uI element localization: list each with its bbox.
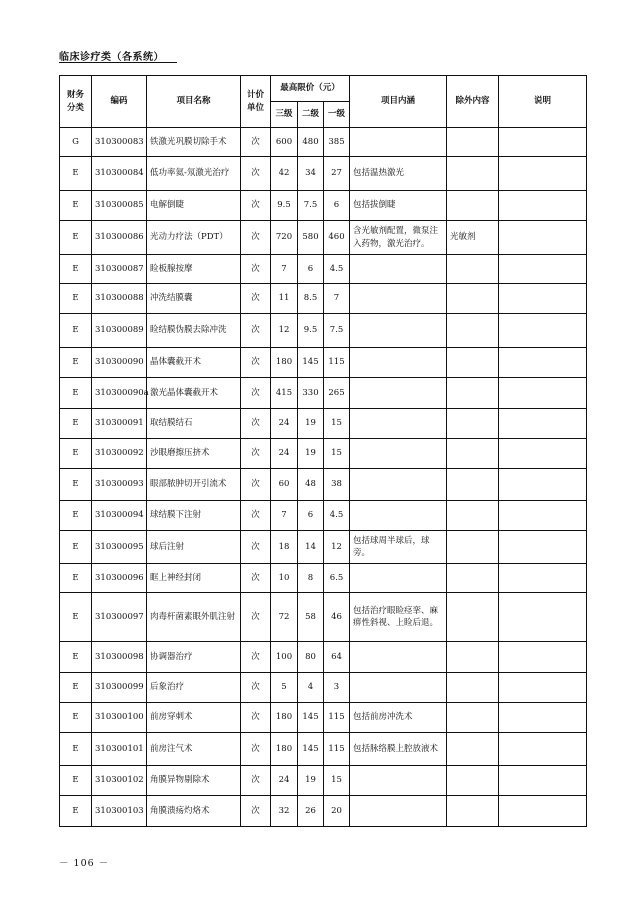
name-cell: 电解倒睫 [147,191,241,221]
notes-cell [499,593,587,642]
notes-cell [499,284,587,314]
category-cell: E [60,314,92,348]
price-level2-cell: 9.5 [298,314,324,348]
content-cell [350,378,447,409]
unit-cell: 次 [241,409,271,439]
code-cell: 310300084 [92,157,147,191]
price-level3-cell: 600 [271,128,298,157]
notes-cell [499,128,587,157]
notes-cell [499,348,587,378]
content-cell [350,673,447,703]
header-category: 财务分类 [60,76,92,128]
price-level2-cell: 58 [298,593,324,642]
unit-cell: 次 [241,531,271,564]
price-level2-cell: 26 [298,796,324,827]
category-cell: E [60,733,92,766]
price-level2-cell: 19 [298,439,324,469]
name-cell: 前房穿刺术 [147,703,241,733]
notes-cell [499,733,587,766]
name-cell: 球结膜下注射 [147,501,241,531]
content-cell: 包括前房冲洗术 [350,703,447,733]
content-cell [350,409,447,439]
excluded-cell [447,409,499,439]
unit-cell: 次 [241,501,271,531]
table-row [60,409,587,439]
content-cell [350,314,447,348]
header-level3: 三级 [271,102,298,128]
notes-cell [499,796,587,827]
price-level1-cell: 38 [324,469,350,501]
price-level1-cell: 15 [324,409,350,439]
name-cell: 睑结膜伪膜去除冲洗 [147,314,241,348]
name-cell: 沙眼磨擦压挤术 [147,439,241,469]
price-level2-cell: 19 [298,766,324,796]
excluded-cell [447,766,499,796]
category-cell: E [60,796,92,827]
table-row [60,378,587,409]
price-level3-cell: 180 [271,348,298,378]
excluded-cell: 光敏剂 [447,221,499,255]
notes-cell [499,221,587,255]
category-cell: E [60,348,92,378]
notes-cell [499,409,587,439]
category-cell: E [60,221,92,255]
price-level3-cell: 42 [271,157,298,191]
code-cell: 310300092 [92,439,147,469]
code-cell: 310300093 [92,469,147,501]
content-cell [350,796,447,827]
unit-cell: 次 [241,564,271,593]
notes-cell [499,157,587,191]
price-level2-cell: 145 [298,348,324,378]
excluded-cell [447,284,499,314]
table-row [60,191,587,221]
price-level1-cell: 385 [324,128,350,157]
table-row [60,439,587,469]
notes-cell [499,642,587,673]
table-row [60,642,587,673]
price-level3-cell: 5 [271,673,298,703]
category-cell: E [60,191,92,221]
unit-cell: 次 [241,191,271,221]
price-level3-cell: 11 [271,284,298,314]
price-level1-cell: 6.5 [324,564,350,593]
excluded-cell [447,439,499,469]
table-row [60,314,587,348]
category-cell: E [60,642,92,673]
excluded-cell [447,673,499,703]
price-level2-cell: 145 [298,703,324,733]
notes-cell [499,501,587,531]
name-cell: 眶上神经封闭 [147,564,241,593]
table-row [60,673,587,703]
price-level3-cell: 24 [271,766,298,796]
price-level1-cell: 115 [324,703,350,733]
price-level3-cell: 24 [271,409,298,439]
unit-cell: 次 [241,733,271,766]
price-level1-cell: 46 [324,593,350,642]
excluded-cell [447,733,499,766]
table-header [60,76,587,128]
code-cell: 310300089 [92,314,147,348]
category-cell: E [60,284,92,314]
name-cell: 睑板腺按摩 [147,255,241,284]
price-level1-cell: 6 [324,191,350,221]
price-level1-cell: 7 [324,284,350,314]
header-excluded: 除外内容 [447,76,499,128]
unit-cell: 次 [241,673,271,703]
price-level1-cell: 20 [324,796,350,827]
content-cell: 包括温热激光 [350,157,447,191]
table-row [60,593,587,642]
price-level3-cell: 9.5 [271,191,298,221]
notes-cell [499,766,587,796]
excluded-cell [447,564,499,593]
content-cell [350,284,447,314]
unit-cell: 次 [241,157,271,191]
excluded-cell [447,348,499,378]
price-level3-cell: 720 [271,221,298,255]
notes-cell [499,314,587,348]
category-cell: E [60,439,92,469]
category-cell: E [60,255,92,284]
table-row [60,564,587,593]
name-cell: 角膜异物剔除术 [147,766,241,796]
notes-cell [499,191,587,221]
category-cell: E [60,378,92,409]
unit-cell: 次 [241,593,271,642]
unit-cell: 次 [241,221,271,255]
table-row [60,221,587,255]
unit-cell: 次 [241,348,271,378]
header-name: 项目名称 [147,76,241,128]
category-cell: E [60,564,92,593]
price-level2-cell: 80 [298,642,324,673]
price-level1-cell: 12 [324,531,350,564]
price-level1-cell: 7.5 [324,314,350,348]
excluded-cell [447,703,499,733]
category-cell: E [60,766,92,796]
name-cell: 角膜溃疡灼烙术 [147,796,241,827]
notes-cell [499,469,587,501]
category-cell: E [60,703,92,733]
price-level3-cell: 180 [271,703,298,733]
code-cell: 310300101 [92,733,147,766]
unit-cell: 次 [241,439,271,469]
category-cell: E [60,593,92,642]
name-cell: 低功率氦-氖激光治疗 [147,157,241,191]
header-level2: 二级 [298,102,324,128]
code-cell: 310300090 [92,348,147,378]
price-level3-cell: 18 [271,531,298,564]
section-title: 临床诊疗类（各系统） [59,52,164,63]
code-cell: 310300086 [92,221,147,255]
table-row [60,284,587,314]
code-cell: 310300083 [92,128,147,157]
category-cell: E [60,409,92,439]
notes-cell [499,378,587,409]
code-cell: 310300102 [92,766,147,796]
name-cell: 肉毒杆菌素眼外肌注射 [147,593,241,642]
unit-cell: 次 [241,378,271,409]
excluded-cell [447,642,499,673]
code-cell: 310300090a [92,378,147,409]
price-level3-cell: 7 [271,501,298,531]
price-level2-cell: 4 [298,673,324,703]
price-level1-cell: 115 [324,733,350,766]
header-unit: 计价单位 [241,76,271,128]
content-cell [350,348,447,378]
code-cell: 310300097 [92,593,147,642]
unit-cell: 次 [241,703,271,733]
excluded-cell [447,531,499,564]
price-level1-cell: 3 [324,673,350,703]
price-level3-cell: 415 [271,378,298,409]
content-cell: 含光敏剂配置，微泵注入药物，激光治疗。 [350,221,447,255]
category-cell: E [60,531,92,564]
code-cell: 310300087 [92,255,147,284]
name-cell: 后象治疗 [147,673,241,703]
price-level1-cell: 15 [324,766,350,796]
price-level1-cell: 15 [324,439,350,469]
excluded-cell [447,157,499,191]
unit-cell: 次 [241,796,271,827]
price-level1-cell: 460 [324,221,350,255]
code-cell: 310300098 [92,642,147,673]
name-cell: 眼部脓肿切开引流术 [147,469,241,501]
price-level2-cell: 580 [298,221,324,255]
table-body [60,128,587,827]
price-level2-cell: 6 [298,255,324,284]
content-cell [350,255,447,284]
name-cell: 铁激光巩膜切除手术 [147,128,241,157]
excluded-cell [447,191,499,221]
price-level2-cell: 8 [298,564,324,593]
price-level2-cell: 6 [298,501,324,531]
table-row [60,703,587,733]
name-cell: 球后注射 [147,531,241,564]
price-level2-cell: 8.5 [298,284,324,314]
price-level1-cell: 4.5 [324,501,350,531]
excluded-cell [447,255,499,284]
content-cell [350,564,447,593]
price-level2-cell: 48 [298,469,324,501]
content-cell [350,501,447,531]
notes-cell [499,531,587,564]
code-cell: 310300085 [92,191,147,221]
price-level1-cell: 115 [324,348,350,378]
code-cell: 310300103 [92,796,147,827]
category-cell: E [60,501,92,531]
content-cell [350,128,447,157]
header-price-group: 最高限价（元） [271,76,350,102]
price-level2-cell: 14 [298,531,324,564]
price-level1-cell: 64 [324,642,350,673]
content-cell: 包括治疗眼睑痉挛、麻痹性斜视、上睑后退。 [350,593,447,642]
price-level2-cell: 145 [298,733,324,766]
code-cell: 310300100 [92,703,147,733]
header-code: 编码 [92,76,147,128]
content-cell [350,642,447,673]
price-level1-cell: 27 [324,157,350,191]
name-cell: 激光晶体囊截开术 [147,378,241,409]
excluded-cell [447,469,499,501]
price-level3-cell: 72 [271,593,298,642]
notes-cell [499,255,587,284]
unit-cell: 次 [241,766,271,796]
code-cell: 310300091 [92,409,147,439]
table-row [60,255,587,284]
excluded-cell [447,378,499,409]
table-row [60,469,587,501]
price-level1-cell: 4.5 [324,255,350,284]
unit-cell: 次 [241,128,271,157]
header-level1: 一级 [324,102,350,128]
content-cell: 包括拔倒睫 [350,191,447,221]
notes-cell [499,703,587,733]
price-level1-cell: 265 [324,378,350,409]
excluded-cell [447,314,499,348]
name-cell: 取结膜结石 [147,409,241,439]
header-content: 项目内涵 [350,76,447,128]
page-number: － 106 － [59,858,110,869]
table-row [60,348,587,378]
notes-cell [499,439,587,469]
content-cell [350,766,447,796]
excluded-cell [447,593,499,642]
name-cell: 前房注气术 [147,733,241,766]
price-level3-cell: 7 [271,255,298,284]
price-level2-cell: 330 [298,378,324,409]
table-row [60,128,587,157]
excluded-cell [447,796,499,827]
table-row [60,766,587,796]
excluded-cell [447,128,499,157]
fee-table [59,75,587,827]
price-level3-cell: 100 [271,642,298,673]
notes-cell [499,564,587,593]
price-level3-cell: 24 [271,439,298,469]
title-underline [59,62,177,63]
price-level3-cell: 180 [271,733,298,766]
name-cell: 冲洗结膜囊 [147,284,241,314]
price-level2-cell: 7.5 [298,191,324,221]
code-cell: 310300096 [92,564,147,593]
content-cell [350,469,447,501]
price-level2-cell: 34 [298,157,324,191]
content-cell: 包括球周半球后，球旁。 [350,531,447,564]
price-level2-cell: 480 [298,128,324,157]
name-cell: 协调器治疗 [147,642,241,673]
header-notes: 说明 [499,76,587,128]
table-row [60,157,587,191]
category-cell: E [60,157,92,191]
price-level3-cell: 60 [271,469,298,501]
unit-cell: 次 [241,255,271,284]
table-row [60,733,587,766]
unit-cell: 次 [241,284,271,314]
unit-cell: 次 [241,469,271,501]
content-cell [350,439,447,469]
table-row [60,796,587,827]
unit-cell: 次 [241,314,271,348]
price-level3-cell: 12 [271,314,298,348]
code-cell: 310300099 [92,673,147,703]
price-level3-cell: 32 [271,796,298,827]
excluded-cell [447,501,499,531]
unit-cell: 次 [241,642,271,673]
category-cell: E [60,673,92,703]
price-level3-cell: 10 [271,564,298,593]
content-cell: 包括脉络膜上腔放液术 [350,733,447,766]
price-level2-cell: 19 [298,409,324,439]
code-cell: 310300094 [92,501,147,531]
code-cell: 310300088 [92,284,147,314]
code-cell: 310300095 [92,531,147,564]
table-row [60,531,587,564]
name-cell: 晶体囊截开术 [147,348,241,378]
category-cell: E [60,469,92,501]
table-row [60,501,587,531]
category-cell: G [60,128,92,157]
name-cell: 光动力疗法（PDT） [147,221,241,255]
notes-cell [499,673,587,703]
